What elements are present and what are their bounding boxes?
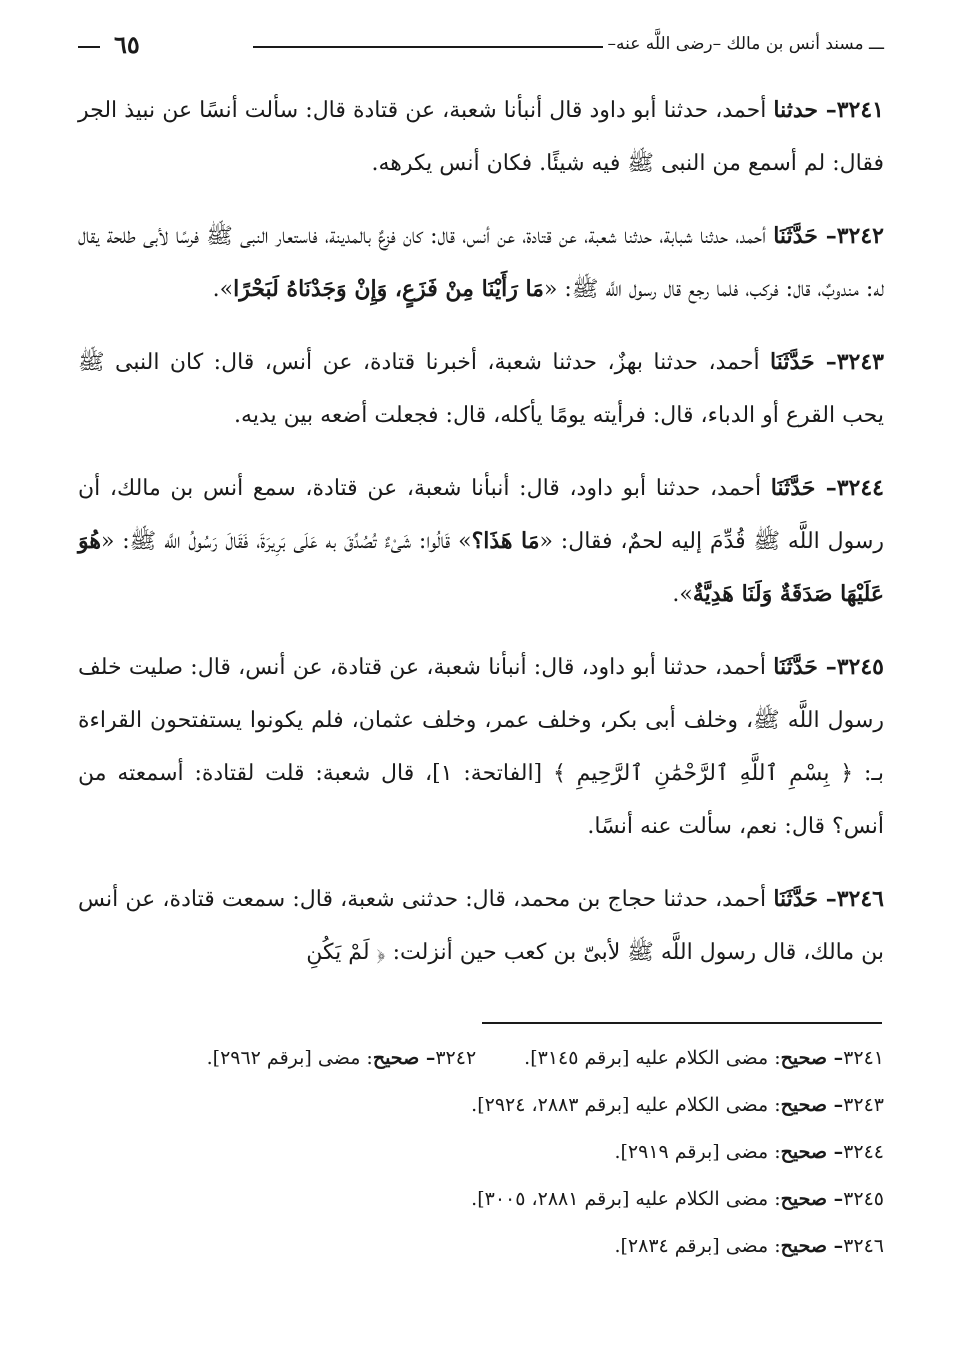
page-number: ٦٥ (114, 30, 140, 59)
footnote-grade: – صحيح (780, 1094, 844, 1116)
hadith-text-continued: » قَالُوا: شَىْءٌ تُصُدِّقَ به عَلَى بَرِيرَةَ، فَقَالَ رَسُولُ اللَّه ﷺ: « (100, 529, 472, 554)
hadith-quote-second: هُوَ عَلَيْهَا صَدَقَةٌ وَلَنَا هَدِيَّةٌ (78, 528, 884, 607)
footnotes (78, 1035, 884, 1270)
hadith-number: ٣٢٤١ (836, 97, 884, 123)
hadith-lead: – حَدَّثَنَا (770, 475, 837, 501)
hadith-text: أحمد، حدثنا شبابة، حدثنا شعبة، عن قتادة، عن أنس، قال: كان فزعٌ بالمدينة، فاستعار النبى ﷺ فرسًا لأبى طلحة يقال له: مندوبٌ، قال: فركب، فلما رجع قال رسول اللَّه ﷺ: « (78, 224, 884, 302)
hadith-3244 (78, 462, 884, 621)
running-header (78, 32, 884, 62)
hadith-number: ٣٢٤٥ (836, 654, 884, 680)
hadith-number: ٣٢٤٢ (836, 223, 884, 249)
footnote-grade: – صحيح (780, 1235, 844, 1257)
footnote-separator (482, 1022, 882, 1024)
hadith-number: ٣٢٤٣ (836, 349, 884, 375)
main-text (78, 84, 884, 999)
page-number-dash (78, 46, 100, 48)
footnote-grade: – صحيح (780, 1047, 844, 1069)
footnote-text: : مضى الكلام عليه [برقم ٢٨٨١، ٣٠٠٥]. (471, 1188, 781, 1210)
header-title: ـــ مسند أنس بن مالك –رضى اللَّه عنه– (603, 34, 884, 54)
footnote-number: ٣٢٤٣ (843, 1094, 884, 1116)
hadith-lead: – حَدَّثَنَا (773, 223, 837, 249)
hadith-3245 (78, 641, 884, 853)
hadith-tail: ». (672, 582, 693, 607)
hadith-3241 (78, 84, 884, 190)
footnote-line (78, 1223, 884, 1270)
hadith-tail: ». (212, 277, 234, 302)
hadith-3242 (78, 210, 884, 316)
hadith-text: أحمد، حدثنا أبو داود قال أنبأنا شعبة، عن قتادة قال: سألت أنسًا عن نبيذ الجر فقال: لم أسمع من النبى ﷺ فيه شيئًا. فكان أنس يكرهه. (78, 98, 884, 176)
hadith-quote: مَا هَذَا؟ (471, 528, 540, 554)
hadith-text: أحمد، حدثنا أبو داود، قال: أنبأنا شعبة، عن قتادة، سمع أنس بن مالك، أن رسول اللَّه ﷺ قُدِّمَ إليه لحمٌ، فقال: « (78, 476, 884, 554)
footnote-number: ٣٢٤٦ (843, 1235, 884, 1257)
footnote-text: : مضى [برقم ٢٨٣٤]. (614, 1235, 781, 1257)
hadith-text: أحمد، حدثنا أبو داود، قال: أنبأنا شعبة، عن قتادة، عن أنس، قال: صليت خلف رسول اللَّه ﷺ، وخلف أبى بكر، وخلف عمر، وخلف عثمان، فلم يكونوا يستفتحون القراءة بـ: ﴿ بِسْمِ ٱللَّهِ ٱلرَّحْمَٰنِ ٱلرَّحِيمِ ﴾ [الفاتحة: ١]، قال شعبة: قلت لقتادة: أسمعته من أنس؟ قال: نعم، سألت عنه أنسًا. (78, 655, 884, 839)
footnote-line (78, 1176, 884, 1223)
footnote-grade: – صحيح (780, 1188, 844, 1210)
hadith-text: أحمد، حدثنا بهزٌ، حدثنا شعبة، أخبرنا قتادة، عن أنس، قال: كان النبى ﷺ يحب القرع أو الدباء، قال: فرأيته يومًا يأكله، قال: فجعلت أضعه بين يديه. (78, 350, 884, 428)
footnote-number: ٣٢٤٢ (435, 1047, 477, 1069)
footnote-text: : مضى الكلام عليه [برقم ٣١٤٥]. (524, 1047, 781, 1069)
hadith-lead: – حدثنا (773, 97, 837, 123)
header-rule (253, 46, 634, 48)
footnote-line (78, 1035, 884, 1082)
footnote-text: : مضى [برقم ٢٩١٩]. (614, 1141, 781, 1163)
footnote-number: ٣٢٤١ (843, 1047, 884, 1069)
footnote-text: : مضى الكلام عليه [برقم ٢٨٨٣، ٢٩٢٤]. (471, 1094, 781, 1116)
hadith-number: ٣٢٤٦ (836, 886, 884, 912)
footnote-text: : مضى [برقم ٢٩٦٢]. (206, 1047, 373, 1069)
hadith-3246 (78, 873, 884, 979)
hadith-text: أحمد، حدثنا حجاج بن محمد، قال: حدثنى شعبة، قال: سمعت قتادة، عن أنس بن مالك، قال رسول اللَّه ﷺ لأبىّ بن كعب حين أنزلت: ﴿ لَمْ يَكُنِ (78, 887, 884, 965)
hadith-lead: – حَدَّثَنَا (770, 349, 837, 375)
footnote-line (78, 1082, 884, 1129)
hadith-3243 (78, 336, 884, 442)
footnote-grade: – صحيح (372, 1047, 436, 1069)
hadith-lead: – حَدَّثَنَا (773, 886, 837, 912)
footnote-line (78, 1129, 884, 1176)
hadith-quote: مَا رَأَيْنَا مِنْ فَزَعٍ، وَإِنْ وَجَدْنَاهُ لَبَحْرًا (233, 276, 544, 302)
footnote-number: ٣٢٤٥ (843, 1188, 884, 1210)
hadith-lead: – حَدَّثَنَا (773, 654, 837, 680)
footnote-grade: – صحيح (780, 1141, 844, 1163)
hadith-number: ٣٢٤٤ (836, 475, 884, 501)
footnote-number: ٣٢٤٤ (843, 1141, 884, 1163)
